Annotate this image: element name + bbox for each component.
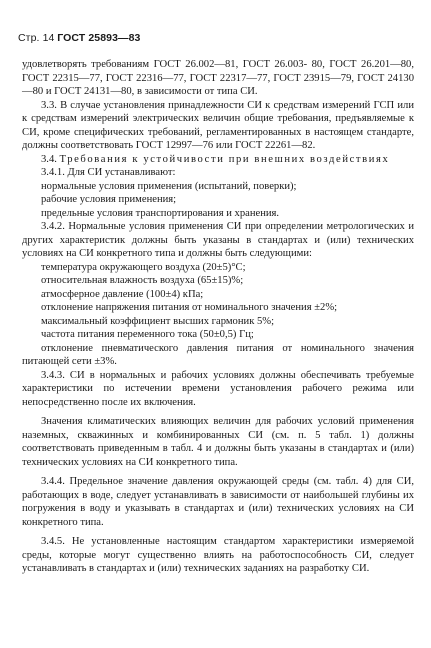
list-item: относительная влажность воздуха (65±15)%; <box>41 275 244 286</box>
paragraph-3-3: 3.3. В случае установления принадлежности СИ к средствам измерений ГСП или к средствам измерений электрических величин общие требования, предъявляемые к СИ, кроме специфических требований, регламентированных в настоящем стандарте, должны соответствовать ГОСТ 12997—76 или ГОСТ 22261—82. <box>22 99 414 151</box>
paragraph-3-4-5: 3.4.5. Не установленные настоящим стандартом характеристики измеряемой среды, которые могут существенно влиять на работоспособность СИ, следует устанавливать в стандартах и (или) технических заданиях на разработку СИ. <box>22 536 414 574</box>
page-number: Стр. 14 <box>18 32 55 44</box>
paragraph-continuation: удовлетворять требованиям ГОСТ 26.002—81, ГОСТ 26.003- 80, ГОСТ 26.201—80, ГОСТ 22315—77, ГОСТ 22316—77, ГОСТ 22317—77, ГОСТ 23915—79, ГОСТ 24130—80 и ГОСТ 24131—80, в зависимости от типа СИ. <box>22 59 414 97</box>
page-header <box>18 32 141 44</box>
section-title: Требования к устойчивости при внешних воздействиях <box>59 153 390 165</box>
list-item: рабочие условия применения; <box>41 194 177 205</box>
paragraph-3-4-3: 3.4.3. СИ в нормальных и рабочих условиях должны обеспечивать требуемые характеристики по истечении времени установления рабочего режима или непосредственно после их включения. <box>22 369 414 408</box>
list-item: атмосферное давление (100±4) кПа; <box>41 288 204 300</box>
list-item: отклонение пневматического давления питания от номинального значения питающей сети ±3%. <box>22 342 414 367</box>
document-body <box>22 58 414 576</box>
section-heading-3-4 <box>22 153 414 167</box>
list-item: максимальный коэффициент высших гармоник 5%; <box>41 315 275 327</box>
paragraph-climatic-values: Значения климатических влияющих величин для рабочих условий применения наземных, скважинных и комбинированных СИ (см. п. 5 табл. 1) должны соответствовать приведенным в табл. 4 и должны быть указаны в стандартах и (или) технических условиях на СИ конкретного типа. <box>22 416 414 468</box>
paragraph-3-4-4: 3.4.4. Предельное значение давления окружающей среды (см. табл. 4) для СИ, работающих в воде, следует устанавливать в зависимости от наибольшей глубины их погружения в воду и указывать в стандартах и (или) технических условиях на СИ конкретного типа. <box>22 476 414 528</box>
section-number: 3.4. <box>41 153 60 165</box>
paragraph-3-4-1: 3.4.1. Для СИ устанавливают: <box>41 167 176 178</box>
standard-number: ГОСТ 25893—83 <box>57 32 141 44</box>
paragraph-3-4-2: 3.4.2. Нормальные условия применения СИ при определении метрологических и других характеристик должны быть указаны в стандартах и (или) технических условиях на СИ конкретного типа и должны быть следующими: <box>22 221 414 259</box>
list-item: температура окружающего воздуха (20±5)°С; <box>41 261 246 273</box>
list-item: частота питания переменного тока (50±0,5) Гц; <box>41 329 254 340</box>
list-item: отклонение напряжения питания от номинального значения ±2%; <box>41 302 338 313</box>
list-item: предельные условия транспортирования и хранения. <box>41 207 280 219</box>
list-item: нормальные условия применения (испытаний, поверки); <box>41 180 297 192</box>
